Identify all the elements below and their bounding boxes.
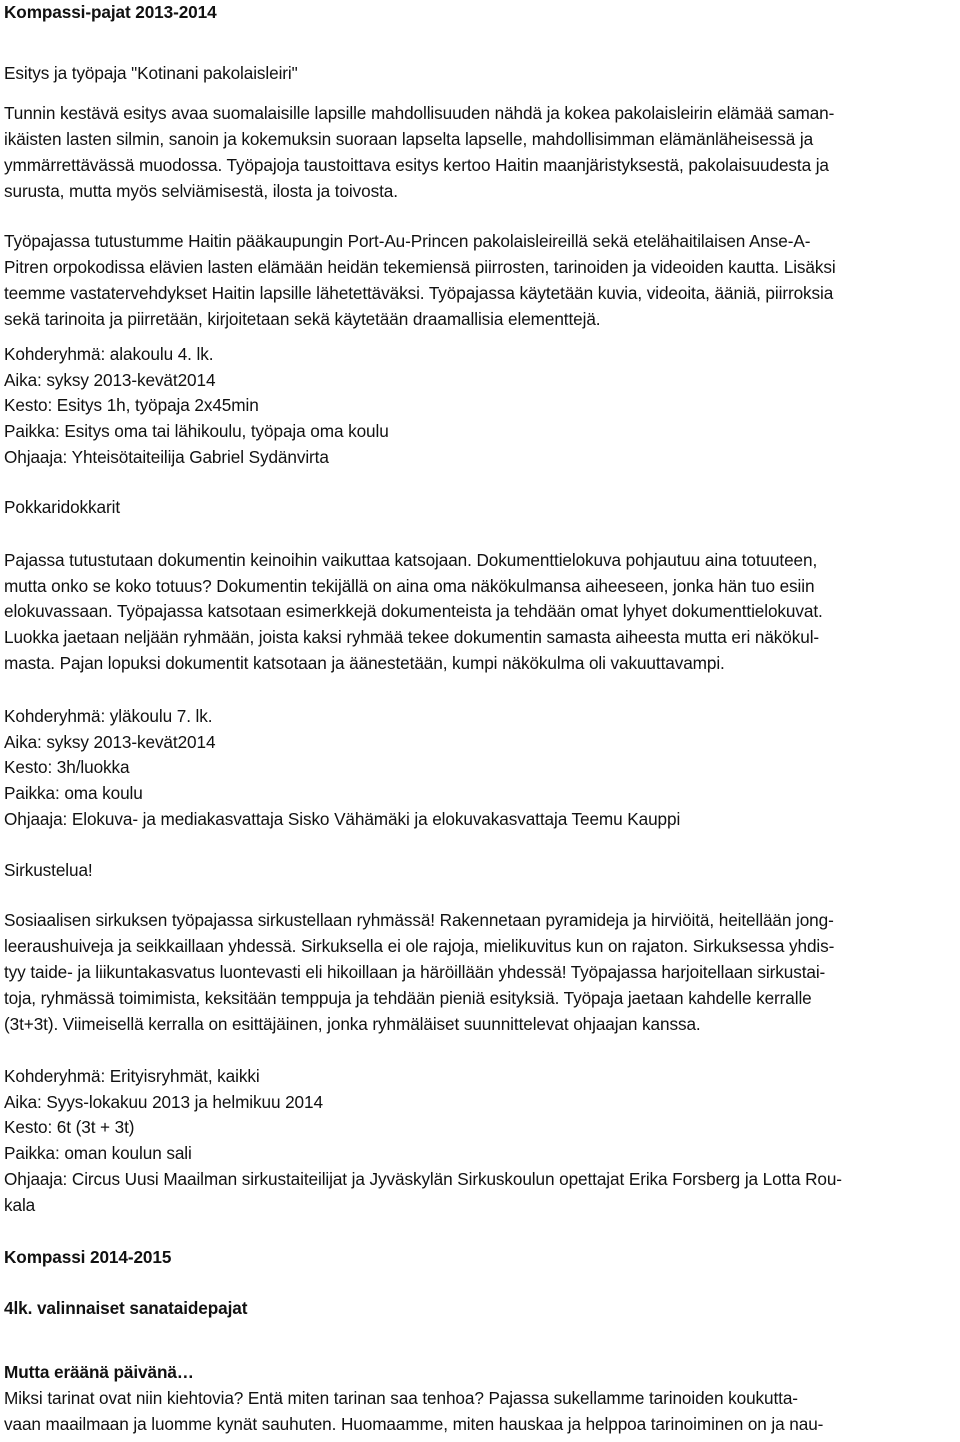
detail-place: Paikka: Esitys oma tai lähikoulu, työpaja oma koulu	[4, 421, 389, 441]
paragraph-line: vaan maailmaan ja luomme kynät sauhuten. Huomaamme, miten hauskaa ja helppoa tarinoiminen on ja nau-	[4, 1414, 824, 1434]
paragraph-line: masta. Pajan lopuksi dokumentit katsotaan ja äänestetään, kumpi näkökulma oli vakuuttavampi.	[4, 653, 725, 673]
section-1-subtitle: Esitys ja työpaja "Kotinani pakolaisleiri"	[4, 63, 298, 83]
paragraph-line: elokuvassaan. Työpajassa katsotaan esimerkkejä dokumenteista ja tehdään omat lyhyet dokumenttielokuvat.	[4, 601, 823, 621]
detail-instructor: Ohjaaja: Yhteisötaiteilija Gabriel Sydänvirta	[4, 447, 329, 467]
paragraph-line: Pajassa tutustutaan dokumentin keinoihin vaikuttaa katsojaan. Dokumenttielokuva pohjautuu aina totuuteen,	[4, 550, 818, 570]
detail-target-group: Kohderyhmä: Erityisryhmät, kaikki	[4, 1066, 260, 1086]
paragraph-line: surusta, mutta myös selviämisestä, ilosta ja toivosta.	[4, 181, 398, 201]
paragraph-line: sekä tarinoita ja piirretään, kirjoitetaan sekä käytetään draamallisia elementtejä.	[4, 309, 601, 329]
detail-target-group: Kohderyhmä: alakoulu 4. lk.	[4, 344, 214, 364]
heading-kompassi-2014-2015: Kompassi 2014-2015	[4, 1247, 172, 1267]
detail-time: Aika: syksy 2013-kevät2014	[4, 370, 216, 390]
paragraph-line: Miksi tarinat ovat niin kiehtovia? Entä miten tarinan saa tenhoa? Pajassa sukellamme tarinoiden koukutta-	[4, 1388, 798, 1408]
paragraph-line: Luokka jaetaan neljään ryhmään, joista kaksi ryhmää tekee dokumentin samasta aiheesta mutta eri näkökul-	[4, 627, 820, 647]
detail-time: Aika: syksy 2013-kevät2014	[4, 732, 216, 752]
document-title: Kompassi-pajat 2013-2014	[4, 2, 217, 22]
paragraph-line: Pitren orpokodissa elävien lasten elämään heidän tekemiensä piirrosten, tarinoiden ja videoiden kautta. Lisäksi	[4, 257, 836, 277]
heading-mutta-eraana-paivana: Mutta eräänä päivänä…	[4, 1362, 194, 1382]
detail-place: Paikka: oma koulu	[4, 783, 143, 803]
detail-duration: Kesto: 6t (3t + 3t)	[4, 1117, 135, 1137]
detail-duration: Kesto: 3h/luokka	[4, 757, 130, 777]
paragraph-line: tyy taide- ja liikuntakasvatus luontevasti eli hikoillaan ja häröillään yhdessä! Työpajassa harjoitellaan sirkustai-	[4, 962, 826, 982]
detail-target-group: Kohderyhmä: yläkoulu 7. lk.	[4, 706, 213, 726]
paragraph-line: toja, ryhmässä toimimista, keksitään temppuja ja tehdään pieniä esityksiä. Työpaja jaetaan kahdelle kerralle	[4, 988, 812, 1008]
paragraph-line: ymmärrettävässä muodossa. Työpajoja taustoittava esitys kertoo Haitin maanjäristyksestä, pakolaisuudesta ja	[4, 155, 829, 175]
paragraph-line: Sosiaalisen sirkuksen työpajassa sirkustellaan ryhmässä! Rakennetaan pyramideja ja hirviöitä, heitellään jong-	[4, 910, 834, 930]
paragraph-line: (3t+3t). Viimeisellä kerralla on esittäjäinen, jonka ryhmäläiset suunnittelevat ohjaajan kanssa.	[4, 1014, 701, 1034]
paragraph-line: mutta onko se koko totuus? Dokumentin tekijällä on aina oma näkökulmansa aiheeseen, jonka hän tuo esiin	[4, 576, 815, 596]
detail-duration: Kesto: Esitys 1h, työpaja 2x45min	[4, 395, 259, 415]
detail-instructor: Ohjaaja: Elokuva- ja mediakasvattaja Sisko Vähämäki ja elokuvakasvattaja Teemu Kauppi	[4, 809, 681, 829]
detail-instructor: Ohjaaja: Circus Uusi Maailman sirkustaiteilijat ja Jyväskylän Sirkuskoulun opettajat Erika Forsberg ja Lotta Rou-	[4, 1169, 842, 1189]
detail-place: Paikka: oman koulun sali	[4, 1143, 192, 1163]
paragraph-line: Tunnin kestävä esitys avaa suomalaisille lapsille mahdollisuuden nähdä ja kokea pakolaisleirin elämää saman-	[4, 103, 835, 123]
detail-time: Aika: Syys-lokakuu 2013 ja helmikuu 2014	[4, 1092, 323, 1112]
paragraph-line: teemme vastatervehdykset Haitin lapsille lähetettäväksi. Työpajassa käytetään kuvia, videoita, ääniä, piirroksia	[4, 283, 834, 303]
paragraph-line: leeraushuiveja ja seikkaillaan yhdessä. Sirkuksella ei ole rajoja, mielikuvitus kun on rajaton. Sirkuksessa yhdis-	[4, 936, 835, 956]
section-2-subtitle: Pokkaridokkarit	[4, 497, 120, 517]
paragraph-line: Työpajassa tutustumme Haitin pääkaupungin Port-Au-Princen pakolaisleireillä sekä etelähaitilaisen Anse-A-	[4, 231, 811, 251]
heading-sanataidepajat: 4lk. valinnaiset sanataidepajat	[4, 1298, 248, 1318]
section-3-subtitle: Sirkustelua!	[4, 860, 93, 880]
paragraph-line: ikäisten lasten silmin, sanoin ja kokemuksin suoraan lapselta lapselle, mahdollisimman elämänläheisessä ja	[4, 129, 814, 149]
detail-instructor-continued: kala	[4, 1195, 36, 1215]
